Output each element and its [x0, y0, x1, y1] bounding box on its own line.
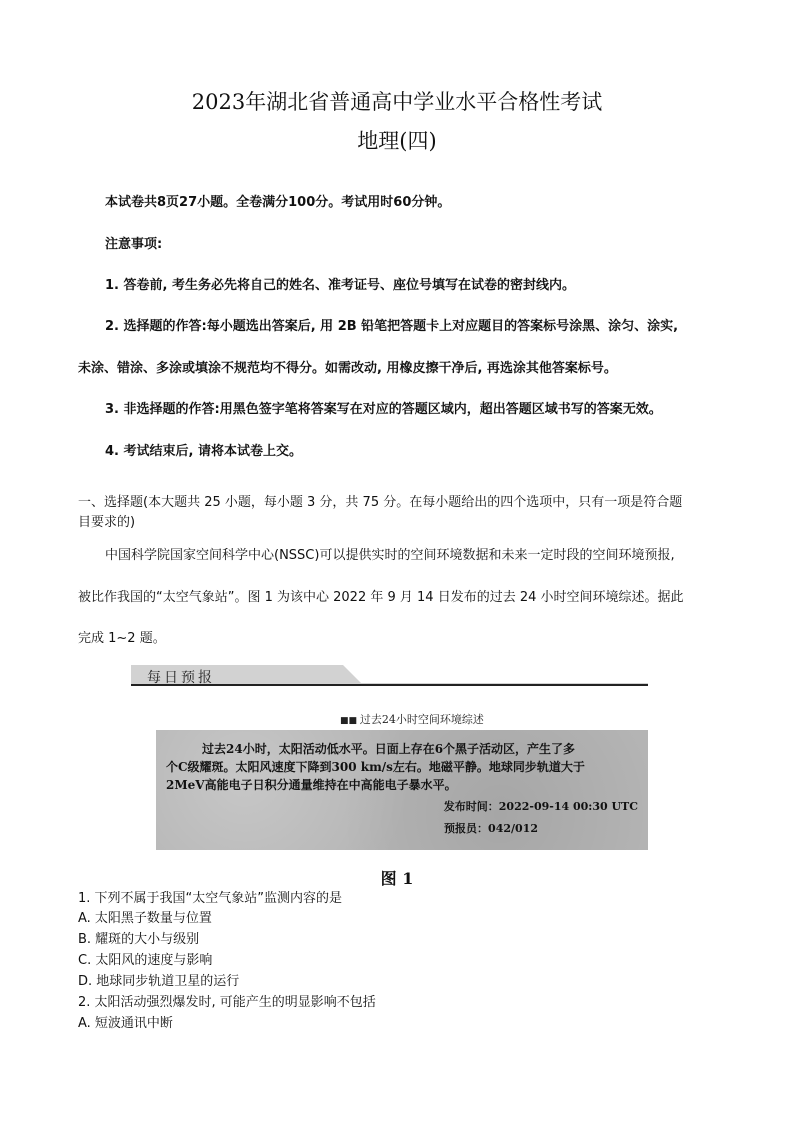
figure-caption-top	[340, 711, 484, 727]
question-1-stem: 1. 下列不属于我国“太空气象站”监测内容的是	[78, 891, 343, 906]
note-3: 3. 非选择题的作答:用黑色签字笔将答案写在对应的答题区域内，超出答题区域书写的答案无效。	[105, 402, 662, 417]
question-2-option-a: A. 短波通讯中断	[78, 1016, 173, 1031]
banner-label: 每日预报	[147, 670, 215, 686]
exam-subtitle: 地理(四)	[357, 129, 437, 153]
note-2: 2. 选择题的作答:每小题选出答案后, 用 2B 铅笔把答题卡上对应题目的答案标号涂黑、涂匀、涂实,	[105, 319, 679, 334]
question-1-option-b: B. 耀斑的大小与级别	[78, 932, 200, 947]
passage-line-3: 完成 1~2 题。	[78, 631, 166, 646]
figure-label: 图 1	[380, 869, 414, 888]
figure-text-line-1: 过去24小时，太阳活动低水平。日面上存在6个黑子活动区，产生了多	[202, 742, 576, 756]
note-4: 4. 考试结束后, 请将本试卷上交。	[105, 444, 302, 459]
figure-bullet-icon: ■■	[340, 716, 360, 726]
figure-forecaster: 预报员：042/012	[444, 822, 538, 835]
question-1-option-a: A. 太阳黑子数量与位置	[78, 911, 212, 926]
figure-release-time: 发布时间：2022-09-14 00:30 UTC	[443, 800, 638, 813]
figure-text	[166, 740, 640, 794]
figure-caption-text: 过去24小时空间环境综述	[359, 713, 484, 726]
figure-image	[156, 730, 648, 850]
question-1-option-c: C. 太阳风的速度与影响	[78, 953, 213, 968]
notice-title: 注意事项:	[105, 237, 163, 252]
figure-text-line-3: 2MeV高能电子日积分通量维持在中高能电子暴水平。	[166, 778, 457, 792]
passage-line-1: 中国科学院国家空间科学中心(NSSC)可以提供实时的空间环境数据和未来一定时段的空间环境预报,	[105, 548, 675, 563]
section-heading-line1: 一、选择题(本大题共 25 小题，每小题 3 分，共 75 分。在每小题给出的四个选项中，只有一项是符合题	[78, 495, 683, 510]
exam-summary: 本试卷共8页27小题。全卷满分100分。考试用时60分钟。	[105, 195, 451, 210]
figure-text-line-2: 个C级耀斑。太阳风速度下降到300 km/s左右。地磁平静。地球同步轨道大于	[166, 760, 585, 774]
section-heading-line2: 目要求的)	[78, 515, 136, 530]
question-2-stem: 2. 太阳活动强烈爆发时, 可能产生的明显影响不包括	[78, 995, 376, 1010]
figure-banner	[131, 661, 648, 687]
note-2-cont: 未涂、错涂、多涂或填涂不规范均不得分。如需改动, 用橡皮擦干净后, 再选涂其他答案标号。	[78, 361, 617, 376]
question-1-option-d: D. 地球同步轨道卫星的运行	[78, 974, 240, 989]
exam-title: 2023年湖北省普通高中学业水平合格性考试	[191, 90, 603, 114]
note-1: 1. 答卷前, 考生务必先将自己的姓名、准考证号、座位号填写在试卷的密封线内。	[105, 278, 575, 293]
passage-line-2: 被比作我国的“太空气象站”。图 1 为该中心 2022 年 9 月 14 日发布的过去 24 小时空间环境综述。据此	[78, 590, 684, 605]
